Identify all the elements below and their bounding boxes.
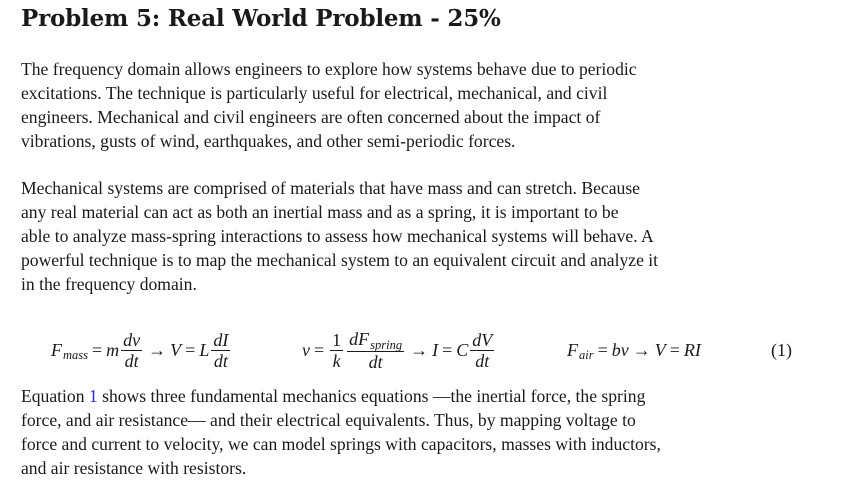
- eq-numerator: dv: [123, 329, 141, 350]
- text-line: vibrations, gusts of wind, earthquakes, and other semi-periodic forces.: [21, 131, 516, 151]
- text-line: able to analyze mass-spring interactions to assess how mechanical systems will behave. A: [21, 226, 654, 246]
- text-line: engineers. Mechanical and civil engineers are often concerned about the impact of: [21, 107, 601, 127]
- text-line: and air resistance with resistors.: [21, 458, 247, 478]
- page-title: Problem 5: Real World Problem - 25%: [21, 5, 501, 32]
- equation-spring-force: [302, 322, 496, 378]
- eq-fraction: [211, 330, 230, 371]
- text-line: force and current to velocity, we can model springs with capacitors, masses with inductors,: [21, 434, 661, 454]
- text-line: in the frequency domain.: [21, 274, 197, 294]
- eq-symbol: C: [456, 339, 469, 360]
- eq-denominator: dt: [213, 350, 228, 371]
- text-line: The frequency domain allows engineers to explore how systems behave due to periodic: [21, 59, 637, 79]
- eq-arrow: →: [632, 339, 651, 360]
- eq-symbol: m: [106, 339, 120, 360]
- text-line: excitations. The technique is particularly useful for electrical, mechanical, and civil: [21, 83, 608, 103]
- eq-operator: =: [314, 339, 325, 360]
- text-line: Mechanical systems are comprised of materials that have mass and can stretch. Because: [21, 178, 640, 198]
- eq-arrow: →: [410, 339, 429, 360]
- eq-symbol: bv: [611, 339, 629, 360]
- eq-subscript: spring: [370, 337, 403, 352]
- eq-denominator: dt: [475, 350, 490, 371]
- eq-numerator: 1: [332, 329, 342, 350]
- eq-symbol: dF: [349, 328, 370, 349]
- eq-symbol: L: [199, 339, 210, 360]
- eq-numerator: dV: [472, 329, 493, 350]
- text-line: powerful technique is to map the mechanical system to an equivalent circuit and analyze it: [21, 250, 659, 270]
- text-line: [21, 384, 811, 408]
- equation-block: [21, 322, 821, 378]
- eq-numerator: [347, 329, 404, 352]
- eq-denominator: dt: [124, 350, 139, 371]
- eq-arrow: →: [148, 339, 167, 360]
- paragraph-equation-explanation: [21, 384, 811, 480]
- eq-symbol: F: [51, 339, 62, 360]
- equation-air-resistance: [567, 322, 701, 378]
- eq-operator: =: [442, 339, 453, 360]
- eq-symbol: I: [432, 339, 439, 360]
- eq-symbol: F: [567, 339, 578, 360]
- eq-fraction: [347, 329, 404, 372]
- eq-subscript: mass: [63, 347, 89, 362]
- text-line: force, and air resistance— and their electrical equivalents. Thus, by mapping voltage to: [21, 410, 636, 430]
- equation-number: (1): [771, 339, 792, 360]
- eq-symbol: v: [302, 339, 310, 360]
- equation-reference-link[interactable]: 1: [88, 386, 98, 406]
- text-run: shows three fundamental mechanics equations —the inertial force, the spring: [97, 386, 646, 406]
- eq-subscript: air: [579, 347, 594, 362]
- eq-operator: =: [669, 339, 680, 360]
- eq-operator: =: [92, 339, 103, 360]
- eq-fraction: [470, 330, 494, 371]
- paragraph-frequency-domain: [21, 57, 811, 153]
- eq-fraction: [121, 330, 142, 371]
- text-line: any real material can act as both an inertial mass and as a spring, it is important to be: [21, 202, 619, 222]
- eq-symbol: V: [654, 339, 666, 360]
- equation-inertial-force: [51, 322, 232, 378]
- eq-symbol: V: [170, 339, 182, 360]
- eq-denominator: dt: [368, 351, 383, 372]
- eq-operator: =: [597, 339, 608, 360]
- eq-fraction: [330, 330, 343, 371]
- eq-denominator: k: [332, 350, 341, 371]
- eq-numerator: dI: [213, 329, 229, 350]
- text-run: Equation: [21, 386, 89, 406]
- paragraph-mechanical-systems: [21, 176, 811, 296]
- eq-operator: =: [185, 339, 196, 360]
- eq-symbol: RI: [683, 339, 701, 360]
